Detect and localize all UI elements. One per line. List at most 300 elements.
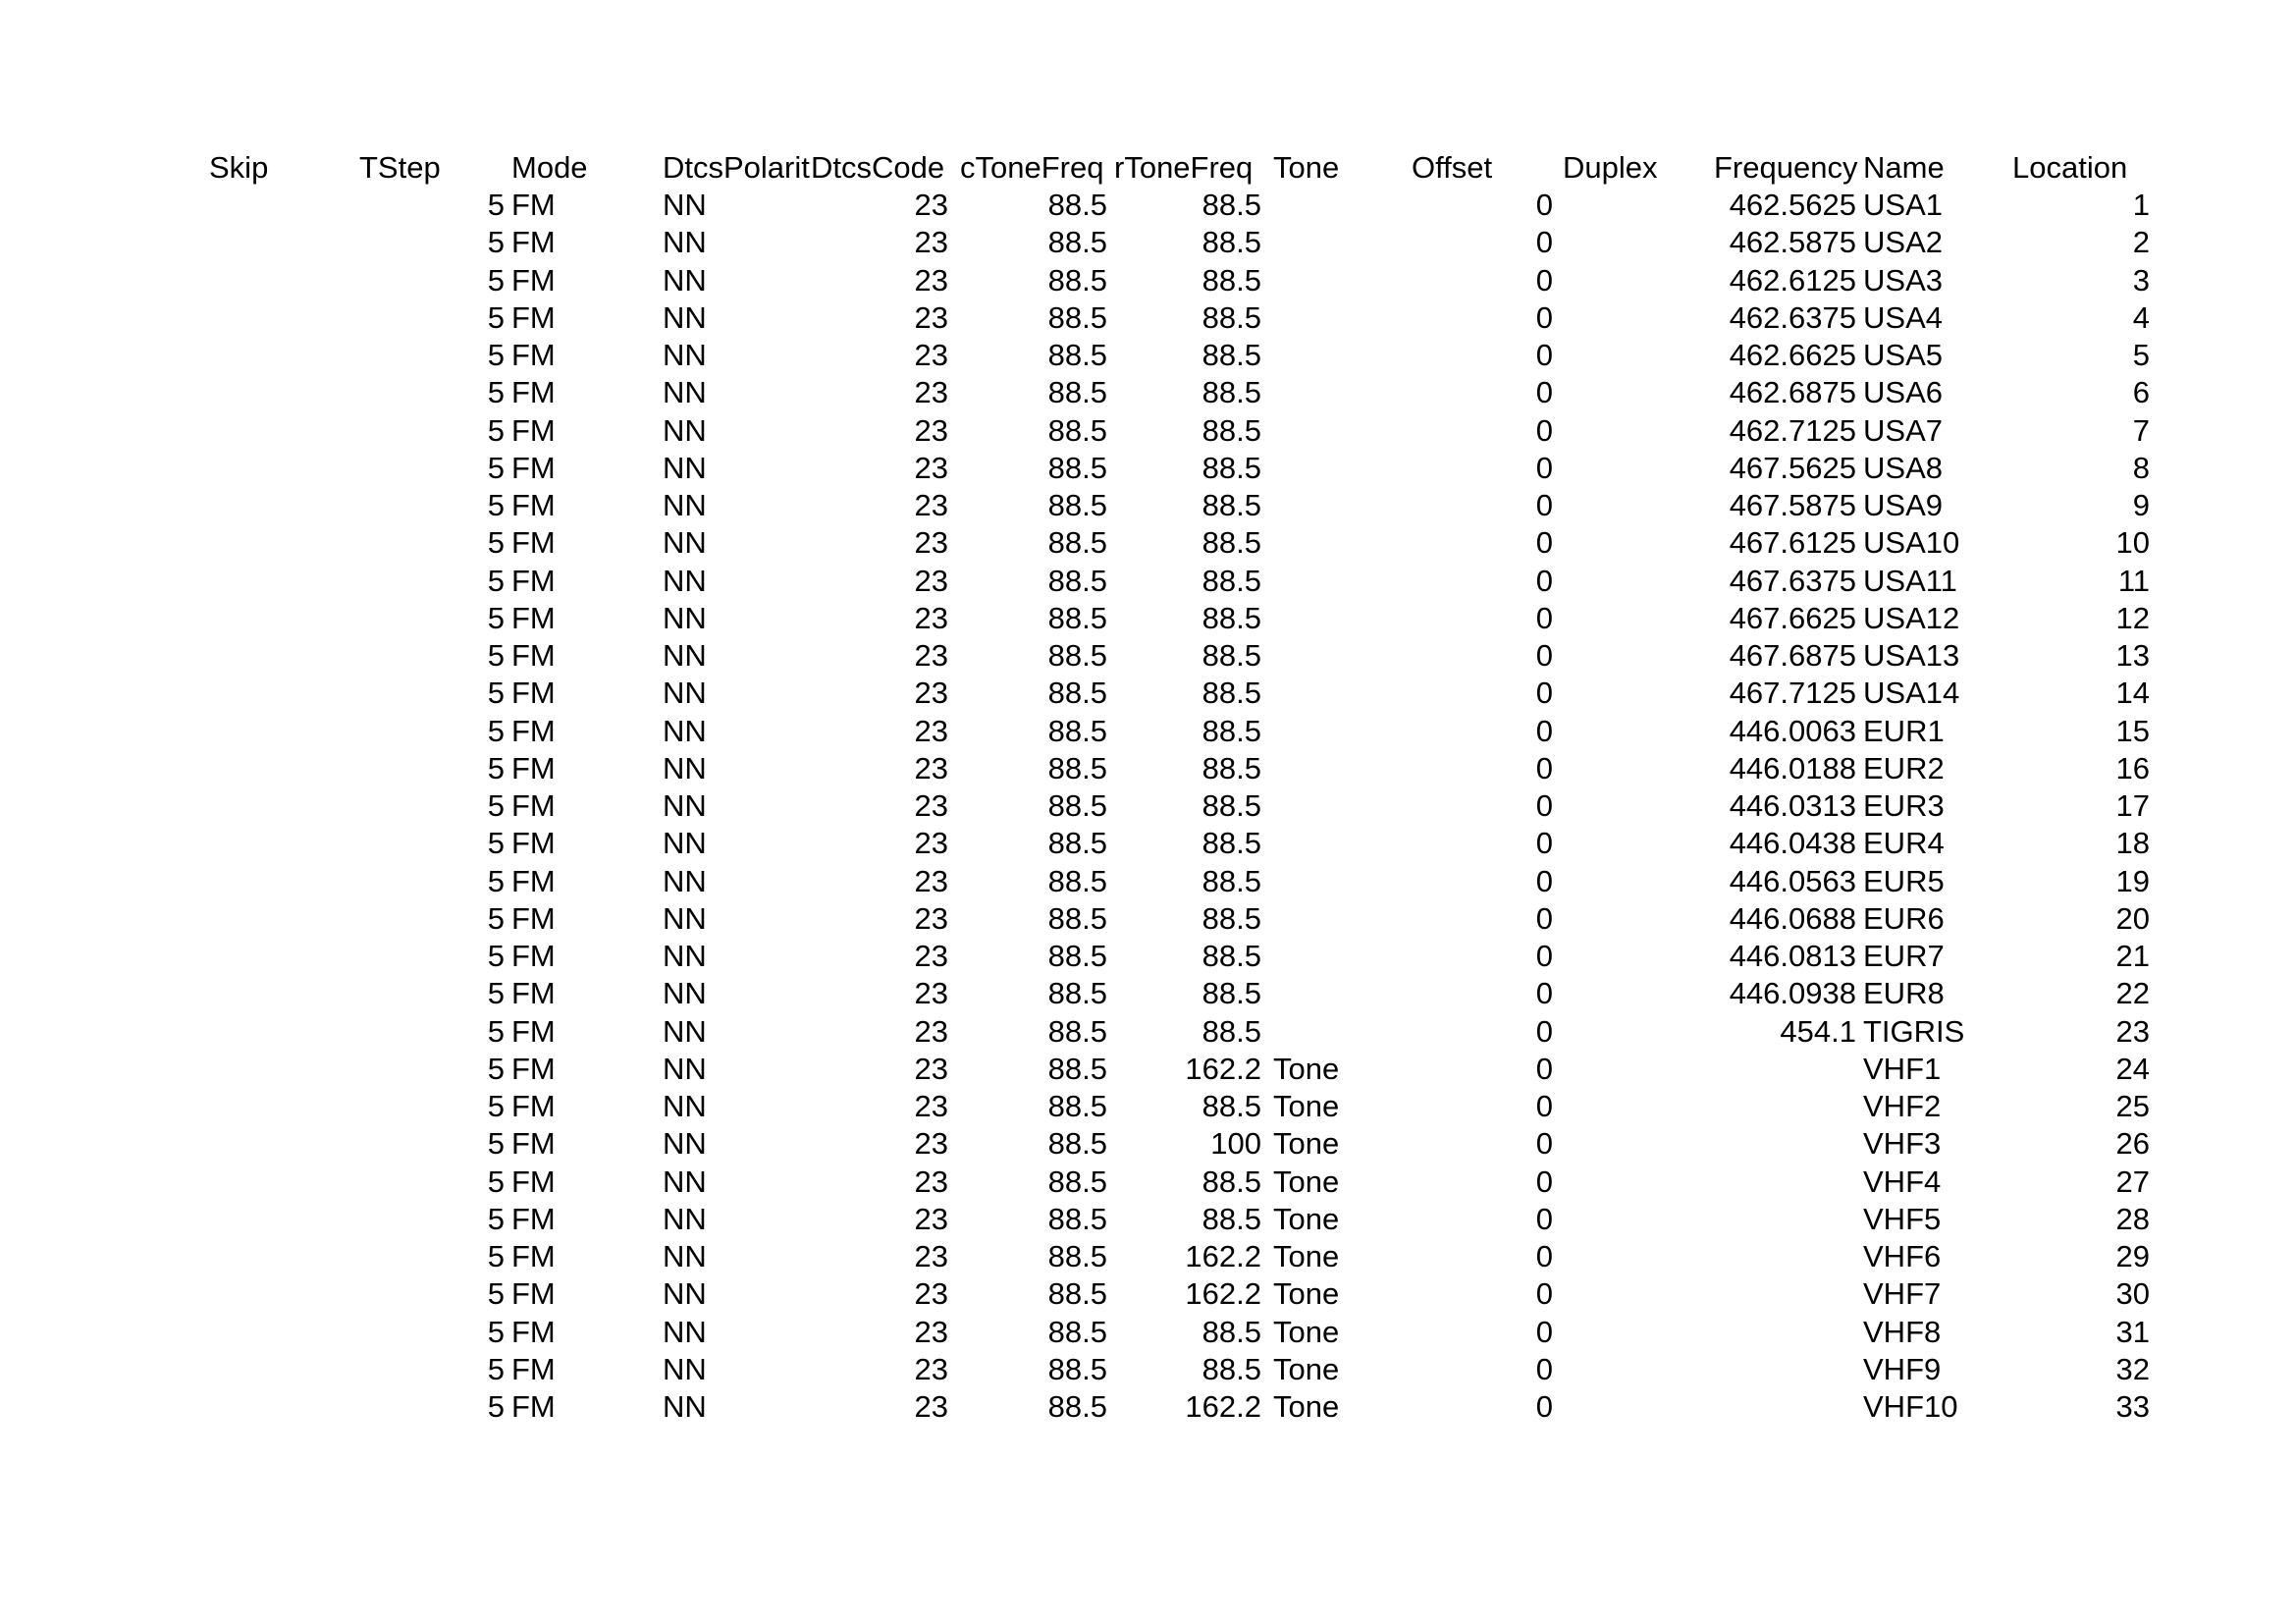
cell-offset: 0 bbox=[1535, 375, 1553, 410]
cell-name: EUR4 bbox=[1863, 826, 1945, 861]
cell-dtcscode: 23 bbox=[914, 1351, 948, 1386]
cell-ctonefreq: 88.5 bbox=[1047, 676, 1107, 711]
cell-duplex bbox=[1563, 1351, 1705, 1388]
cell-tstep: 5 bbox=[487, 563, 505, 598]
cell-dtcscode: 23 bbox=[914, 1051, 948, 1086]
cell-tstep: 5 bbox=[487, 1164, 505, 1199]
cell-location: 32 bbox=[2115, 1351, 2150, 1386]
cell-mode: FM bbox=[511, 1164, 556, 1199]
cell-duplex bbox=[1563, 563, 1705, 600]
cell-tstep: 5 bbox=[487, 188, 505, 222]
cell-tstep: 5 bbox=[487, 450, 505, 485]
cell-name: USA6 bbox=[1863, 375, 1943, 410]
cell-mode: FM bbox=[511, 338, 556, 372]
cell-location: 9 bbox=[2132, 488, 2150, 522]
cell-tstep: 5 bbox=[487, 976, 505, 1011]
cell-frequency: 467.6625 bbox=[1729, 600, 1856, 635]
cell-ctonefreq: 88.5 bbox=[1047, 299, 1107, 335]
cell-frequency: 462.7125 bbox=[1729, 412, 1856, 448]
cell-dtcscode: 23 bbox=[914, 638, 948, 673]
cell-name: EUR8 bbox=[1863, 976, 1945, 1011]
cell-location: 33 bbox=[2115, 1389, 2150, 1424]
cell-rtonefreq: 88.5 bbox=[1201, 863, 1261, 898]
cell-rtonefreq: 88.5 bbox=[1201, 225, 1261, 260]
cell-name: USA13 bbox=[1863, 638, 1960, 673]
cell-mode: FM bbox=[511, 412, 556, 448]
cell-dtcscode: 23 bbox=[914, 188, 948, 222]
cell-ctonefreq: 88.5 bbox=[1047, 900, 1107, 936]
cell-tstep: 5 bbox=[487, 750, 505, 785]
cell-frequency: 446.0938 bbox=[1729, 976, 1856, 1011]
cell-skip bbox=[209, 337, 356, 374]
cell-rtonefreq: 88.5 bbox=[1201, 1314, 1261, 1349]
cell-name: VHF7 bbox=[1863, 1276, 1942, 1312]
cell-duplex bbox=[1563, 938, 1705, 975]
cell-dtcspolarit: NN bbox=[663, 1351, 707, 1386]
cell-mode: FM bbox=[511, 750, 556, 785]
table-row bbox=[0, 1238, 2296, 1275]
cell-tone bbox=[1273, 224, 1411, 261]
cell-location: 21 bbox=[2115, 939, 2150, 973]
cell-dtcspolarit: NN bbox=[663, 262, 707, 298]
cell-location: 11 bbox=[2117, 563, 2150, 598]
cell-skip bbox=[209, 524, 356, 562]
cell-frequency bbox=[1714, 1351, 1856, 1388]
cell-skip bbox=[209, 487, 356, 524]
cell-rtonefreq: 88.5 bbox=[1201, 1351, 1261, 1386]
cell-ctonefreq: 88.5 bbox=[1047, 1389, 1107, 1424]
table-row bbox=[0, 825, 2296, 862]
cell-ctonefreq: 88.5 bbox=[1047, 412, 1107, 448]
cell-duplex bbox=[1563, 713, 1705, 750]
cell-ctonefreq: 88.5 bbox=[1047, 338, 1107, 372]
cell-dtcscode: 23 bbox=[914, 1201, 948, 1236]
column-header-dtcspolarit: DtcsPolarit bbox=[663, 150, 810, 185]
cell-rtonefreq: 88.5 bbox=[1201, 676, 1261, 711]
cell-mode: FM bbox=[511, 563, 556, 598]
cell-name: EUR3 bbox=[1863, 788, 1945, 823]
cell-rtonefreq: 88.5 bbox=[1201, 338, 1261, 372]
cell-tstep: 5 bbox=[487, 1314, 505, 1349]
table-row bbox=[0, 637, 2296, 675]
cell-duplex bbox=[1563, 1275, 1705, 1313]
cell-frequency bbox=[1714, 1164, 1856, 1201]
cell-dtcscode: 23 bbox=[914, 225, 948, 260]
cell-rtonefreq: 88.5 bbox=[1201, 188, 1261, 222]
cell-frequency: 467.5625 bbox=[1729, 450, 1856, 485]
cell-name: VHF3 bbox=[1863, 1126, 1942, 1162]
cell-frequency: 462.6375 bbox=[1729, 299, 1856, 335]
cell-offset: 0 bbox=[1535, 525, 1553, 561]
cell-dtcspolarit: NN bbox=[663, 1239, 707, 1273]
column-header-dtcscode: DtcsCode bbox=[811, 150, 945, 185]
cell-duplex bbox=[1563, 450, 1705, 487]
cell-dtcscode: 23 bbox=[914, 375, 948, 410]
cell-tstep: 5 bbox=[487, 338, 505, 372]
cell-skip bbox=[209, 900, 356, 938]
cell-frequency: 462.6875 bbox=[1729, 375, 1856, 410]
table-row bbox=[0, 1314, 2296, 1351]
cell-ctonefreq: 88.5 bbox=[1047, 1051, 1107, 1086]
cell-dtcscode: 23 bbox=[914, 1013, 948, 1049]
table-row bbox=[0, 900, 2296, 938]
cell-location: 12 bbox=[2115, 600, 2150, 635]
cell-location: 24 bbox=[2115, 1051, 2150, 1086]
cell-duplex bbox=[1563, 975, 1705, 1012]
cell-location: 8 bbox=[2132, 450, 2150, 485]
cell-rtonefreq: 88.5 bbox=[1201, 1013, 1261, 1049]
cell-rtonefreq: 88.5 bbox=[1201, 488, 1261, 522]
cell-duplex bbox=[1563, 1125, 1705, 1163]
cell-frequency: 446.0063 bbox=[1729, 713, 1856, 748]
cell-frequency: 462.5875 bbox=[1729, 225, 1856, 260]
cell-location: 10 bbox=[2115, 525, 2150, 561]
cell-tone bbox=[1273, 524, 1411, 562]
cell-frequency bbox=[1714, 1314, 1856, 1351]
cell-offset: 0 bbox=[1535, 1126, 1553, 1162]
cell-ctonefreq: 88.5 bbox=[1047, 375, 1107, 410]
cell-location: 20 bbox=[2115, 900, 2150, 936]
cell-dtcspolarit: NN bbox=[663, 299, 707, 335]
cell-skip bbox=[209, 1388, 356, 1426]
cell-offset: 0 bbox=[1535, 826, 1553, 861]
cell-tstep: 5 bbox=[487, 600, 505, 635]
cell-dtcscode: 23 bbox=[914, 676, 948, 711]
cell-ctonefreq: 88.5 bbox=[1047, 525, 1107, 561]
cell-skip bbox=[209, 713, 356, 750]
cell-location: 22 bbox=[2115, 976, 2150, 1011]
cell-name: VHF10 bbox=[1863, 1389, 1958, 1424]
cell-dtcspolarit: NN bbox=[663, 900, 707, 936]
table-row bbox=[0, 299, 2296, 337]
cell-offset: 0 bbox=[1535, 713, 1553, 748]
cell-mode: FM bbox=[511, 450, 556, 485]
cell-duplex bbox=[1563, 1051, 1705, 1088]
cell-tone bbox=[1273, 374, 1411, 411]
cell-name: USA12 bbox=[1863, 600, 1960, 635]
cell-mode: FM bbox=[511, 900, 556, 936]
column-header-skip: Skip bbox=[209, 150, 269, 185]
cell-dtcscode: 23 bbox=[914, 976, 948, 1011]
cell-tone bbox=[1273, 600, 1411, 637]
cell-dtcspolarit: NN bbox=[663, 713, 707, 748]
cell-mode: FM bbox=[511, 600, 556, 635]
table-row bbox=[0, 713, 2296, 750]
cell-ctonefreq: 88.5 bbox=[1047, 1164, 1107, 1199]
cell-dtcspolarit: NN bbox=[663, 488, 707, 522]
cell-dtcscode: 23 bbox=[914, 1276, 948, 1312]
cell-tstep: 5 bbox=[487, 525, 505, 561]
cell-rtonefreq: 88.5 bbox=[1201, 976, 1261, 1011]
cell-tone bbox=[1273, 262, 1411, 299]
cell-mode: FM bbox=[511, 1314, 556, 1349]
cell-mode: FM bbox=[511, 976, 556, 1011]
cell-frequency: 446.0438 bbox=[1729, 826, 1856, 861]
cell-tone bbox=[1273, 487, 1411, 524]
cell-duplex bbox=[1563, 863, 1705, 900]
cell-dtcscode: 23 bbox=[914, 262, 948, 298]
cell-dtcscode: 23 bbox=[914, 1389, 948, 1424]
cell-duplex bbox=[1563, 637, 1705, 675]
cell-dtcspolarit: NN bbox=[663, 375, 707, 410]
cell-name: EUR2 bbox=[1863, 750, 1945, 785]
table-row bbox=[0, 1351, 2296, 1388]
cell-tstep: 5 bbox=[487, 900, 505, 936]
cell-tone: Tone bbox=[1273, 1351, 1340, 1386]
cell-location: 2 bbox=[2132, 225, 2150, 260]
cell-offset: 0 bbox=[1535, 488, 1553, 522]
column-header-duplex: Duplex bbox=[1563, 150, 1658, 185]
cell-ctonefreq: 88.5 bbox=[1047, 1239, 1107, 1273]
cell-name: EUR5 bbox=[1863, 863, 1945, 898]
cell-tone: Tone bbox=[1273, 1314, 1340, 1349]
cell-rtonefreq: 88.5 bbox=[1201, 450, 1261, 485]
cell-location: 16 bbox=[2115, 750, 2150, 785]
cell-tone bbox=[1273, 750, 1411, 787]
cell-dtcscode: 23 bbox=[914, 750, 948, 785]
cell-offset: 0 bbox=[1535, 600, 1553, 635]
cell-name: VHF4 bbox=[1863, 1164, 1942, 1199]
cell-name: VHF5 bbox=[1863, 1201, 1942, 1236]
cell-duplex bbox=[1563, 487, 1705, 524]
cell-mode: FM bbox=[511, 299, 556, 335]
cell-tone bbox=[1273, 825, 1411, 862]
table-row bbox=[0, 1013, 2296, 1051]
cell-ctonefreq: 88.5 bbox=[1047, 1201, 1107, 1236]
cell-skip bbox=[209, 450, 356, 487]
table-row bbox=[0, 1201, 2296, 1238]
cell-dtcscode: 23 bbox=[914, 299, 948, 335]
cell-offset: 0 bbox=[1535, 412, 1553, 448]
column-header-tone: Tone bbox=[1273, 150, 1340, 185]
cell-mode: FM bbox=[511, 638, 556, 673]
cell-frequency: 446.0313 bbox=[1729, 788, 1856, 823]
table-row bbox=[0, 450, 2296, 487]
cell-mode: FM bbox=[511, 1126, 556, 1162]
cell-tone bbox=[1273, 863, 1411, 900]
cell-skip bbox=[209, 675, 356, 712]
cell-skip bbox=[209, 1238, 356, 1275]
cell-tstep: 5 bbox=[487, 1239, 505, 1273]
cell-duplex bbox=[1563, 1013, 1705, 1051]
cell-offset: 0 bbox=[1535, 1051, 1553, 1086]
cell-rtonefreq: 88.5 bbox=[1201, 299, 1261, 335]
cell-frequency: 467.6875 bbox=[1729, 638, 1856, 673]
cell-tone bbox=[1273, 450, 1411, 487]
cell-rtonefreq: 88.5 bbox=[1201, 638, 1261, 673]
cell-location: 30 bbox=[2115, 1276, 2150, 1312]
cell-mode: FM bbox=[511, 863, 556, 898]
cell-skip bbox=[209, 299, 356, 337]
cell-offset: 0 bbox=[1535, 1089, 1553, 1123]
cell-frequency bbox=[1714, 1051, 1856, 1088]
cell-rtonefreq: 88.5 bbox=[1201, 939, 1261, 973]
cell-location: 29 bbox=[2115, 1239, 2150, 1273]
cell-dtcscode: 23 bbox=[914, 1239, 948, 1273]
cell-offset: 0 bbox=[1535, 1389, 1553, 1424]
table-row bbox=[0, 1164, 2296, 1201]
cell-mode: FM bbox=[511, 188, 556, 222]
cell-tone: Tone bbox=[1273, 1051, 1340, 1086]
cell-dtcspolarit: NN bbox=[663, 563, 707, 598]
cell-dtcscode: 23 bbox=[914, 1164, 948, 1199]
cell-dtcspolarit: NN bbox=[663, 1164, 707, 1199]
table-row bbox=[0, 675, 2296, 712]
cell-location: 18 bbox=[2115, 826, 2150, 861]
cell-frequency bbox=[1714, 1388, 1856, 1426]
cell-tstep: 5 bbox=[487, 262, 505, 298]
cell-ctonefreq: 88.5 bbox=[1047, 1276, 1107, 1312]
cell-name: VHF1 bbox=[1863, 1051, 1942, 1086]
cell-mode: FM bbox=[511, 1013, 556, 1049]
column-header-mode: Mode bbox=[511, 150, 588, 185]
cell-frequency: 454.1 bbox=[1780, 1013, 1856, 1049]
cell-mode: FM bbox=[511, 939, 556, 973]
cell-ctonefreq: 88.5 bbox=[1047, 976, 1107, 1011]
cell-name: EUR7 bbox=[1863, 939, 1945, 973]
cell-duplex bbox=[1563, 750, 1705, 787]
cell-mode: FM bbox=[511, 713, 556, 748]
column-header-name: Name bbox=[1863, 150, 1945, 185]
cell-dtcspolarit: NN bbox=[663, 225, 707, 260]
cell-duplex bbox=[1563, 825, 1705, 862]
cell-frequency: 467.6125 bbox=[1729, 525, 1856, 561]
cell-tstep: 5 bbox=[487, 375, 505, 410]
cell-ctonefreq: 88.5 bbox=[1047, 750, 1107, 785]
cell-ctonefreq: 88.5 bbox=[1047, 713, 1107, 748]
table-row bbox=[0, 374, 2296, 411]
cell-name: USA8 bbox=[1863, 450, 1943, 485]
cell-mode: FM bbox=[511, 676, 556, 711]
cell-dtcspolarit: NN bbox=[663, 939, 707, 973]
cell-rtonefreq: 162.2 bbox=[1185, 1239, 1261, 1273]
cell-mode: FM bbox=[511, 1351, 556, 1386]
cell-rtonefreq: 88.5 bbox=[1201, 525, 1261, 561]
cell-dtcspolarit: NN bbox=[663, 1089, 707, 1123]
cell-location: 6 bbox=[2132, 375, 2150, 410]
cell-skip bbox=[209, 825, 356, 862]
cell-offset: 0 bbox=[1535, 863, 1553, 898]
cell-mode: FM bbox=[511, 1201, 556, 1236]
cell-duplex bbox=[1563, 187, 1705, 224]
cell-mode: FM bbox=[511, 1276, 556, 1312]
cell-offset: 0 bbox=[1535, 338, 1553, 372]
cell-ctonefreq: 88.5 bbox=[1047, 826, 1107, 861]
cell-duplex bbox=[1563, 412, 1705, 450]
cell-skip bbox=[209, 224, 356, 261]
cell-duplex bbox=[1563, 299, 1705, 337]
cell-skip bbox=[209, 1314, 356, 1351]
cell-ctonefreq: 88.5 bbox=[1047, 188, 1107, 222]
cell-dtcscode: 23 bbox=[914, 788, 948, 823]
cell-dtcspolarit: NN bbox=[663, 1013, 707, 1049]
cell-tone: Tone bbox=[1273, 1389, 1340, 1424]
cell-dtcspolarit: NN bbox=[663, 1389, 707, 1424]
cell-duplex bbox=[1563, 1388, 1705, 1426]
cell-name: EUR1 bbox=[1863, 713, 1945, 748]
cell-mode: FM bbox=[511, 1089, 556, 1123]
cell-rtonefreq: 88.5 bbox=[1201, 563, 1261, 598]
cell-dtcscode: 23 bbox=[914, 713, 948, 748]
cell-frequency: 462.6625 bbox=[1729, 338, 1856, 372]
cell-skip bbox=[209, 1351, 356, 1388]
cell-offset: 0 bbox=[1535, 939, 1553, 973]
cell-ctonefreq: 88.5 bbox=[1047, 488, 1107, 522]
cell-mode: FM bbox=[511, 525, 556, 561]
cell-dtcscode: 23 bbox=[914, 600, 948, 635]
table-row bbox=[0, 224, 2296, 261]
table-body bbox=[0, 187, 2296, 1426]
cell-frequency bbox=[1714, 1088, 1856, 1125]
cell-duplex bbox=[1563, 262, 1705, 299]
cell-duplex bbox=[1563, 1201, 1705, 1238]
cell-mode: FM bbox=[511, 1051, 556, 1086]
table-row bbox=[0, 563, 2296, 600]
cell-rtonefreq: 88.5 bbox=[1201, 375, 1261, 410]
column-header-location: Location bbox=[2012, 150, 2128, 185]
cell-dtcscode: 23 bbox=[914, 563, 948, 598]
cell-offset: 0 bbox=[1535, 1276, 1553, 1312]
cell-location: 31 bbox=[2115, 1314, 2150, 1349]
cell-skip bbox=[209, 1275, 356, 1313]
cell-frequency: 446.0688 bbox=[1729, 900, 1856, 936]
cell-tstep: 5 bbox=[487, 713, 505, 748]
cell-duplex bbox=[1563, 1238, 1705, 1275]
table-row bbox=[0, 262, 2296, 299]
cell-tone bbox=[1273, 1013, 1411, 1051]
cell-frequency: 467.6375 bbox=[1729, 563, 1856, 598]
cell-dtcscode: 23 bbox=[914, 1314, 948, 1349]
cell-skip bbox=[209, 1088, 356, 1125]
cell-dtcscode: 23 bbox=[914, 900, 948, 936]
cell-duplex bbox=[1563, 900, 1705, 938]
cell-dtcspolarit: NN bbox=[663, 525, 707, 561]
cell-frequency bbox=[1714, 1125, 1856, 1163]
table-header-row bbox=[0, 149, 2296, 187]
cell-offset: 0 bbox=[1535, 1013, 1553, 1049]
cell-skip bbox=[209, 412, 356, 450]
cell-skip bbox=[209, 600, 356, 637]
cell-duplex bbox=[1563, 600, 1705, 637]
cell-name: VHF9 bbox=[1863, 1351, 1942, 1386]
cell-offset: 0 bbox=[1535, 676, 1553, 711]
cell-tstep: 5 bbox=[487, 1201, 505, 1236]
table-row bbox=[0, 1051, 2296, 1088]
cell-offset: 0 bbox=[1535, 788, 1553, 823]
cell-dtcscode: 23 bbox=[914, 450, 948, 485]
cell-offset: 0 bbox=[1535, 188, 1553, 222]
column-header-tstep: TStep bbox=[359, 150, 441, 185]
table-row bbox=[0, 938, 2296, 975]
cell-skip bbox=[209, 938, 356, 975]
cell-location: 15 bbox=[2115, 713, 2150, 748]
cell-offset: 0 bbox=[1535, 1201, 1553, 1236]
cell-tstep: 5 bbox=[487, 1051, 505, 1086]
cell-mode: FM bbox=[511, 262, 556, 298]
cell-skip bbox=[209, 262, 356, 299]
table-row bbox=[0, 412, 2296, 450]
table-row bbox=[0, 337, 2296, 374]
table-row bbox=[0, 187, 2296, 224]
cell-mode: FM bbox=[511, 488, 556, 522]
cell-location: 28 bbox=[2115, 1201, 2150, 1236]
cell-rtonefreq: 88.5 bbox=[1201, 412, 1261, 448]
cell-mode: FM bbox=[511, 375, 556, 410]
cell-ctonefreq: 88.5 bbox=[1047, 600, 1107, 635]
cell-offset: 0 bbox=[1535, 225, 1553, 260]
cell-rtonefreq: 88.5 bbox=[1201, 1089, 1261, 1123]
cell-ctonefreq: 88.5 bbox=[1047, 1089, 1107, 1123]
